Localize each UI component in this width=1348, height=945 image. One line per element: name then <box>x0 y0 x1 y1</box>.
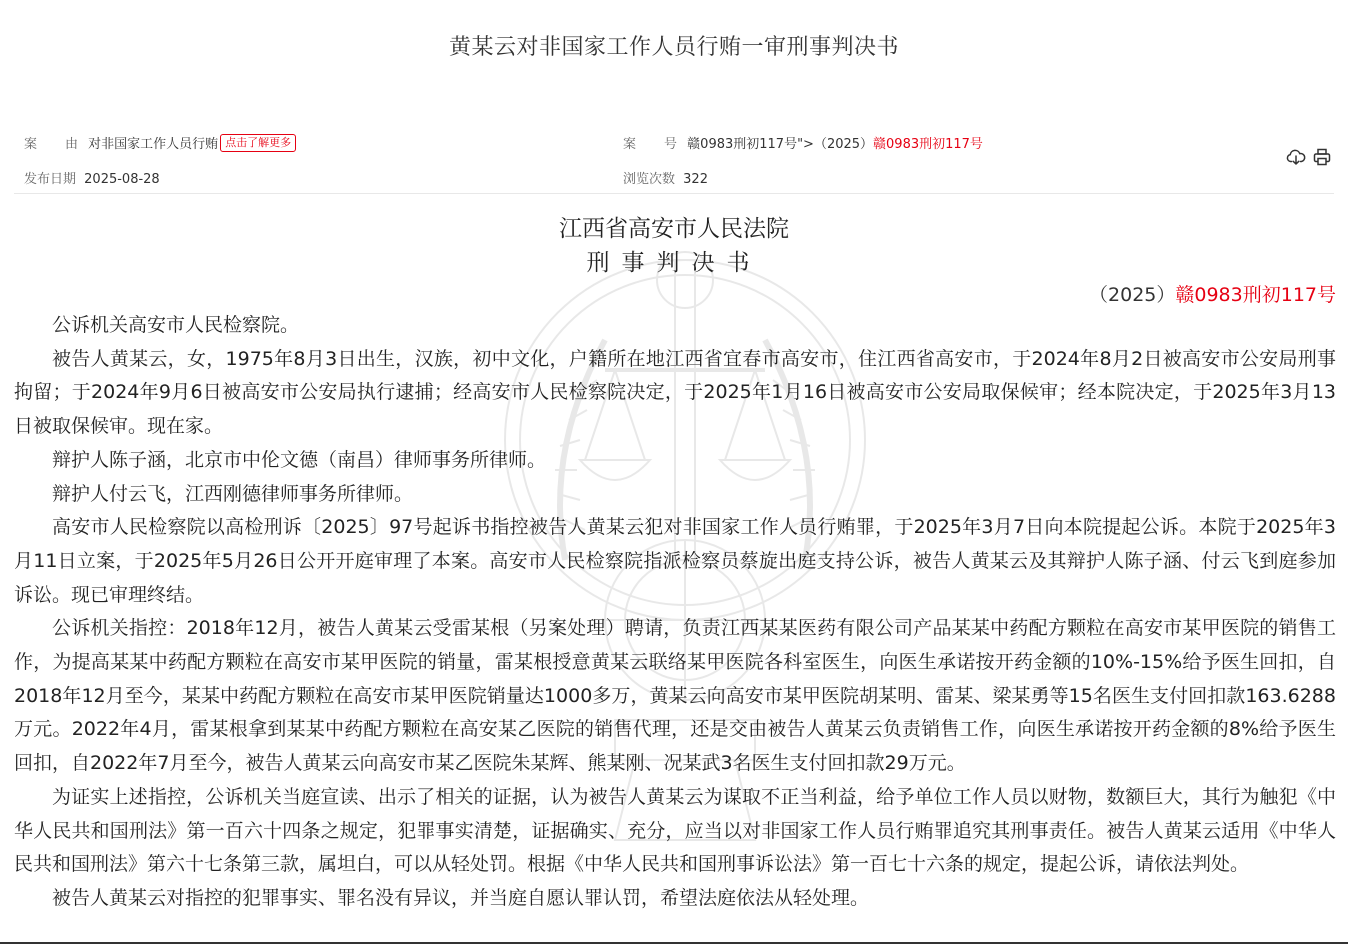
download-icon[interactable] <box>1286 147 1306 167</box>
paragraph: 高安市人民检察院以高检刑诉〔2025〕97号起诉书指控被告人黄某云犯对非国家工作人员行贿罪，于2025年3月7日向本院提起公诉。本院于2025年3月11日立案，于2025年5月26日公开开庭审理了本案。高安市人民检察院指派检察员蔡旋出庭支持公诉，被告人黄某云及其辩护人陈子涵、付云飞到庭参加诉讼。现已审理终结。 <box>14 516 1336 606</box>
case-no-label: 案 号 <box>623 137 678 152</box>
paragraph: 辩护人陈子涵，北京市中伦文德（南昌）律师事务所律师。 <box>52 448 547 471</box>
case-no-red: 赣0983刑初117号 <box>873 137 983 152</box>
header-divider <box>14 193 1334 194</box>
document-type: 刑事判决书 <box>586 250 762 276</box>
cause-row <box>24 133 296 152</box>
toolbar <box>1286 147 1332 167</box>
document-case-number <box>1089 280 1336 307</box>
case-code: 赣0983刑初117号 <box>1175 284 1336 306</box>
views-label: 浏览次数 <box>623 172 676 187</box>
publish-label: 发布日期 <box>24 172 77 187</box>
paragraph: 辩护人付云飞，江西刚德律师事务所律师。 <box>52 482 414 505</box>
publish-date: 2025-08-28 <box>84 172 160 187</box>
paragraph: 被告人黄某云对指控的犯罪事实、罪名没有异议，并当庭自愿认罪认罚，希望法庭依法从轻处理。 <box>52 886 870 909</box>
cause-label: 案 由 <box>24 137 79 152</box>
case-no-value: 赣0983刑初117号">（2025） <box>687 137 874 152</box>
bottom-rule <box>0 942 1348 944</box>
case-no-row <box>623 133 983 152</box>
paragraph: 被告人黄某云，女，1975年8月3日出生，汉族，初中文化，户籍所在地江西省宜春市高安市，住江西省高安市，于2024年8月2日被高安市公安局刑事拘留；于2024年9月6日被高安市公安局执行逮捕；经高安市人民检察院决定，于2025年1月16日被高安市公安局取保候审；经本院决定，于2025年3月13日被取保候审。现在家。 <box>14 347 1336 438</box>
views-row <box>623 168 708 187</box>
judgment-body <box>14 309 1336 916</box>
paragraph: 公诉机关指控：2018年12月，被告人黄某云受雷某根（另案处理）聘请，负责江西某某医药有限公司产品某某中药配方颗粒在高安市某甲医院的销售工作，为提高某某中药配方颗粒在高安市某甲医院的销量，雷某根授意黄某云联络某甲医院各科室医生，向医生承诺按开药金额的10%-15%给予医生回扣，自2018年12月至今，某某中药配方颗粒在高安市某甲医院销量达1000多万，黄某云向高安市某甲医院胡某明、雷某、梁某勇等15名医生支付回扣款163.6288万元。2022年4月，雷某根拿到某某中药配方颗粒在高安某乙医院的销售代理，还是交由被告人黄某云负责销售工作，向医生承诺按开药金额的8%给予医生回扣，自2022年7月至今，被告人黄某云向高安市某乙医院朱某辉、熊某刚、况某武3名医生支付回扣款29万元。 <box>14 617 1336 775</box>
learn-more-button[interactable]: 点击了解更多 <box>220 134 296 152</box>
views-count: 322 <box>683 172 708 187</box>
paragraph: 公诉机关高安市人民检察院。 <box>52 314 300 336</box>
page-title: 黄某云对非国家工作人员行贿一审刑事判决书 <box>448 35 899 60</box>
case-year: （2025） <box>1089 284 1176 306</box>
print-icon[interactable] <box>1312 147 1332 167</box>
cause-value: 对非国家工作人员行贿 <box>88 137 219 152</box>
paragraph: 为证实上述指控，公诉机关当庭宣读、出示了相关的证据，认为被告人黄某云为谋取不正当利益，给予单位工作人员以财物，数额巨大，其行为触犯《中华人民共和国刑法》第一百六十四条之规定，犯罪事实清楚，证据确实、充分，应当以对非国家工作人员行贿罪追究其刑事责任。被告人黄某云适用《中华人民共和国刑法》第六十七条第三款，属坦白，可以从轻处罚。根据《中华人民共和国刑事诉讼法》第一百七十六条的规定，提起公诉，请依法判处。 <box>14 785 1336 876</box>
court-name: 江西省高安市人民法院 <box>559 216 789 242</box>
publish-row <box>24 168 160 187</box>
